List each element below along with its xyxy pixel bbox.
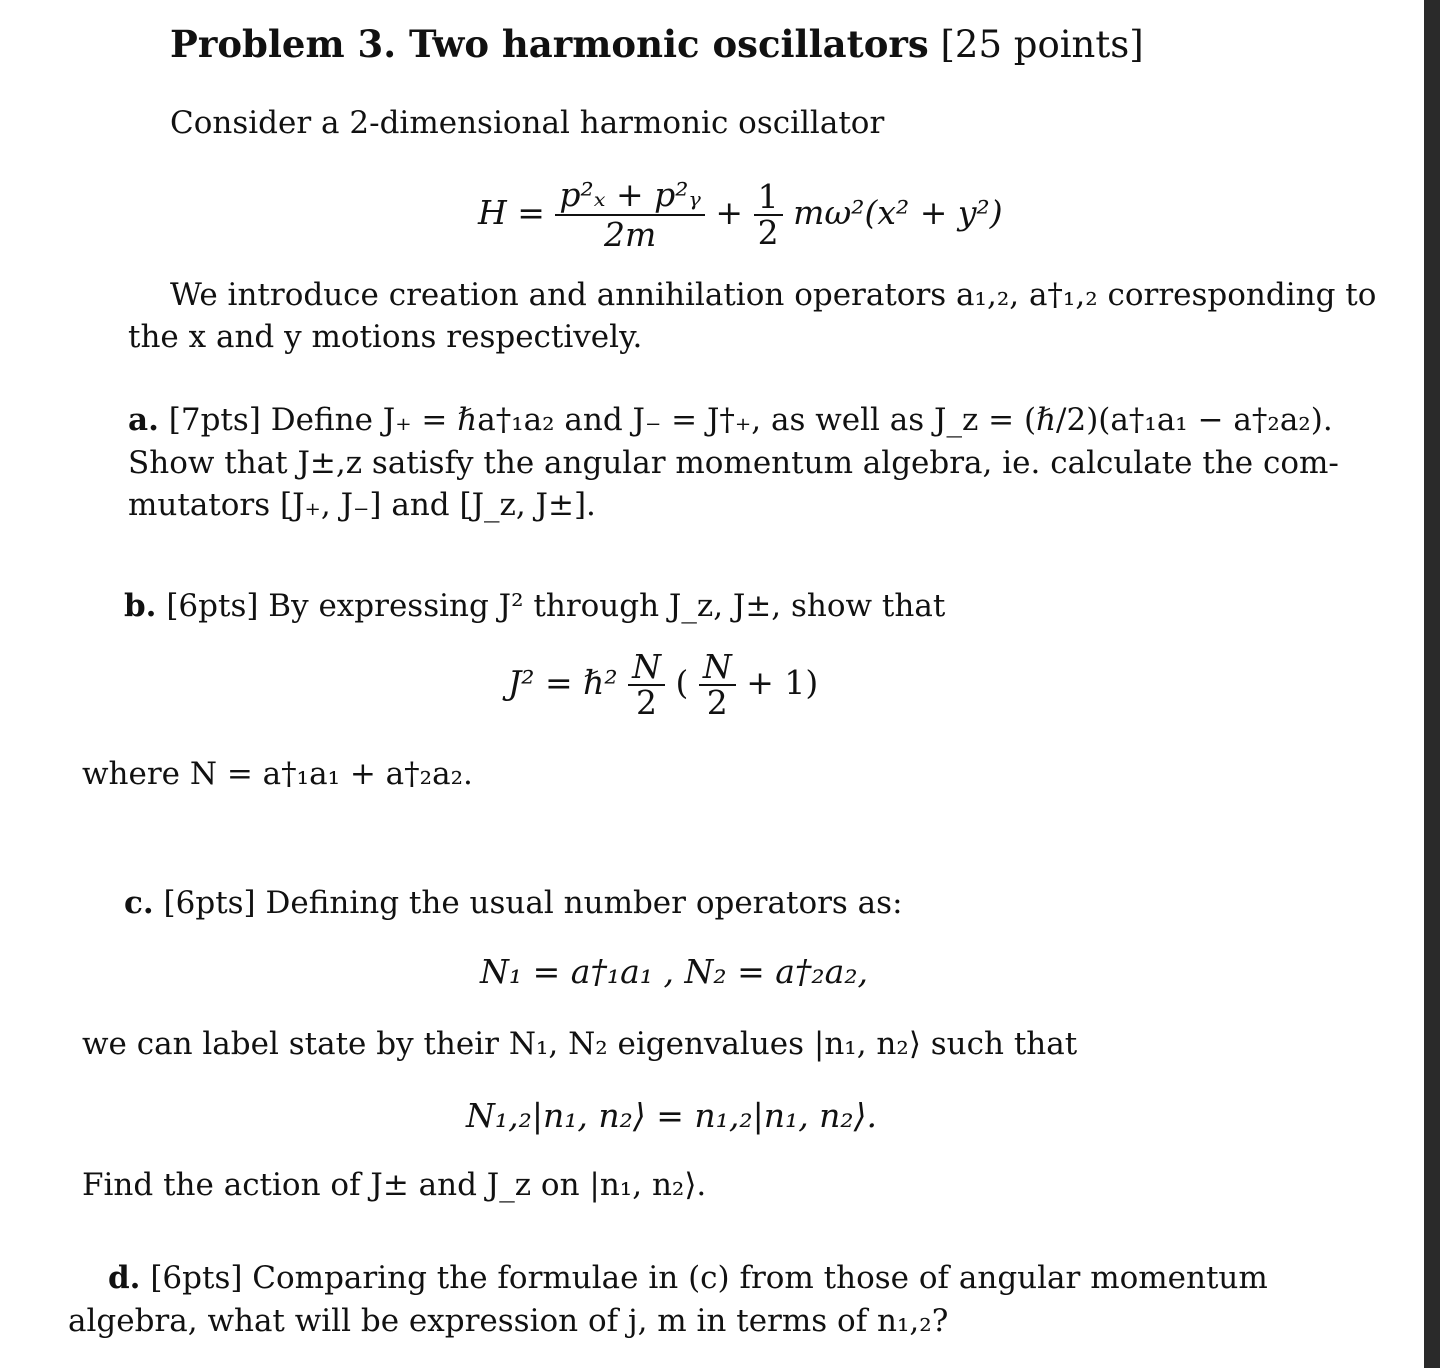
- operators-line-2: the x and y motions respectively.: [128, 319, 643, 355]
- part-b-text-1: [6pts] By expressing J² through J_z, J±, show that: [166, 588, 946, 624]
- n-half-numerator-2: N: [699, 650, 736, 686]
- intro-text: Consider a 2-dimensional harmonic oscillator: [170, 105, 885, 141]
- part-c-text-1: [6pts] Defining the usual number operators as:: [163, 885, 903, 921]
- part-b-line-1: [124, 586, 945, 626]
- j-squared-open-paren: (: [675, 663, 689, 702]
- number-operators-equation: N₁ = a†₁a₁ , N₂ = a†₂a₂,: [480, 952, 869, 991]
- hamiltonian-plus: +: [715, 193, 744, 232]
- j-squared-close: + 1): [746, 663, 819, 702]
- n-half-fraction-2: [699, 647, 736, 722]
- part-a-text-1: [7pts] Define J₊ = ℏa†₁a₂ and J₋ = J†₊, as well as J_z = (ℏ/2)(a†₁a₁ − a†₂a₂).: [168, 402, 1333, 438]
- kinetic-numerator: p²ₓ + p²ᵧ: [555, 176, 704, 216]
- hamiltonian-half-fraction: [754, 177, 783, 252]
- part-c-line-3: Find the action of J± and J_z on |n₁, n₂⟩.: [82, 1167, 707, 1203]
- part-d-line-1: [108, 1258, 1268, 1298]
- kinetic-denominator: 2m: [604, 215, 657, 254]
- hamiltonian-kinetic-fraction: [555, 176, 704, 254]
- part-a-line-3: mutators [J₊, J₋] and [J_z, J±].: [128, 487, 596, 523]
- hamiltonian-potential: mω²(x² + y²): [793, 193, 1003, 232]
- part-a-label: a.: [128, 402, 159, 438]
- part-c-line-2: we can label state by their N₁, N₂ eigenvalues |n₁, n₂⟩ such that: [82, 1026, 1078, 1062]
- part-b-where: where N = a†₁a₁ + a†₂a₂.: [82, 756, 473, 792]
- n-half-numerator-1: N: [628, 650, 665, 686]
- half-denominator: 2: [757, 213, 779, 252]
- n-half-denominator-2: 2: [706, 683, 728, 722]
- hamiltonian-equation: [478, 176, 1003, 254]
- problem-heading: Problem 3. Two harmonic oscillators: [170, 22, 929, 66]
- half-numerator: 1: [754, 180, 783, 216]
- part-c-label: c.: [124, 885, 154, 921]
- eigenvalue-equation: N₁,₂|n₁, n₂⟩ = n₁,₂|n₁, n₂⟩.: [466, 1096, 878, 1135]
- part-d-line-2: algebra, what will be expression of j, m in terms of n₁,₂?: [68, 1303, 949, 1339]
- problem-title: [170, 22, 1144, 67]
- part-c-line-1: [124, 883, 903, 923]
- n-half-denominator-1: 2: [636, 683, 658, 722]
- operators-line-1: We introduce creation and annihilation operators a₁,₂, a†₁,₂ corresponding to: [170, 277, 1377, 313]
- part-a-line-2: Show that J±,z satisfy the angular momentum algebra, ie. calculate the com-: [128, 445, 1339, 481]
- hamiltonian-lhs: H =: [478, 193, 545, 232]
- part-a-line-1: [128, 400, 1333, 440]
- j-squared-lhs: J² = ℏ²: [508, 663, 618, 702]
- page-edge-shadow: [1424, 0, 1440, 1368]
- problem-points: [25 points]: [940, 23, 1144, 66]
- j-squared-equation: [508, 647, 819, 722]
- part-b-label: b.: [124, 588, 157, 624]
- n-half-fraction-1: [628, 647, 665, 722]
- part-d-label: d.: [108, 1260, 141, 1296]
- part-d-text-1: [6pts] Comparing the formulae in (c) from those of angular momentum: [150, 1260, 1268, 1296]
